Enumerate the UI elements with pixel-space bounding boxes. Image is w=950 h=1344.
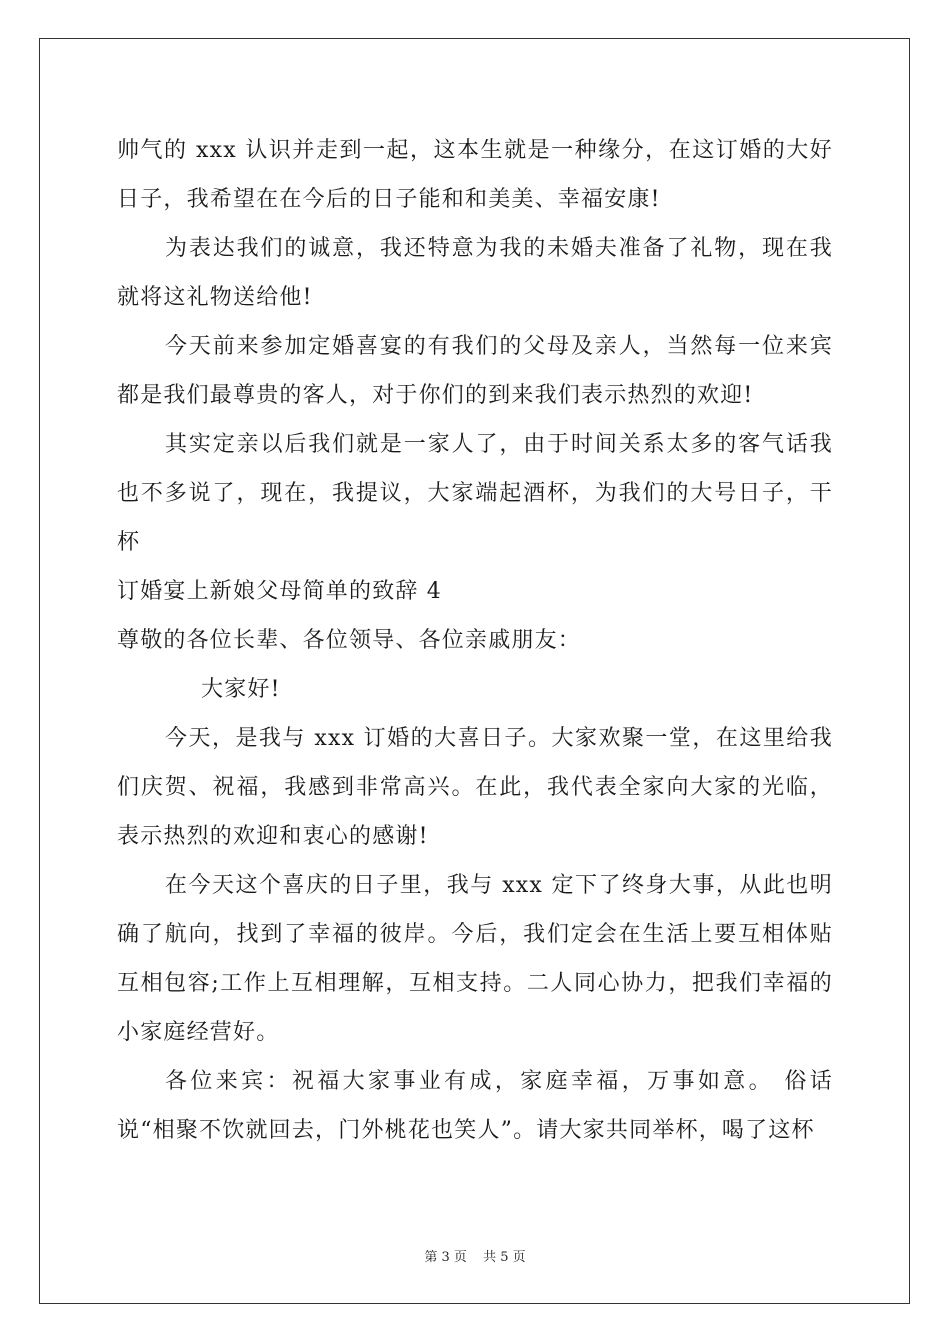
- document-body: [117, 126, 833, 1155]
- page-footer: [0, 1246, 950, 1265]
- page-number: 第 3 页: [424, 1250, 467, 1265]
- paragraph-9: 在今天这个喜庆的日子里，我与 xxx 定下了终身大事，从此也明确了航向，找到了幸福的彼岸。今后，我们定会在生活上要互相体贴互相包容;工作上互相理解，互相支持。二人同心协力，把我们幸福的小家庭经营好。: [117, 873, 833, 1045]
- greeting: 大家好!: [201, 677, 281, 702]
- page-total: 共 5 页: [483, 1250, 526, 1265]
- section-heading: 订婚宴上新娘父母简单的致辞 4: [117, 579, 442, 604]
- paragraph-2: 为表达我们的诚意，我还特意为我的未婚夫准备了礼物，现在我就将这礼物送给他!: [117, 236, 833, 310]
- paragraph-10: 各位来宾：祝福大家事业有成，家庭幸福，万事如意。 俗话说“相聚不饮就回去，门外桃花也笑人”。请大家共同举杯，喝了这杯: [117, 1069, 833, 1143]
- paragraph-4: 其实定亲以后我们就是一家人了，由于时间关系太多的客气话我也不多说了，现在，我提议，大家端起酒杯，为我们的大号日子，干杯: [117, 432, 833, 555]
- paragraph-8: 今天，是我与 xxx 订婚的大喜日子。大家欢聚一堂，在这里给我们庆贺、祝福，我感到非常高兴。在此，我代表全家向大家的光临，表示热烈的欢迎和衷心的感谢!: [117, 726, 833, 849]
- paragraph-1: 帅气的 xxx 认识并走到一起，这本生就是一种缘分，在这订婚的大好日子，我希望在在今后的日子能和和美美、幸福安康!: [117, 138, 833, 212]
- salutation: 尊敬的各位长辈、各位领导、各位亲戚朋友：: [117, 628, 582, 653]
- paragraph-3: 今天前来参加定婚喜宴的有我们的父母及亲人，当然每一位来宾都是我们最尊贵的客人，对于你们的到来我们表示热烈的欢迎!: [117, 334, 833, 408]
